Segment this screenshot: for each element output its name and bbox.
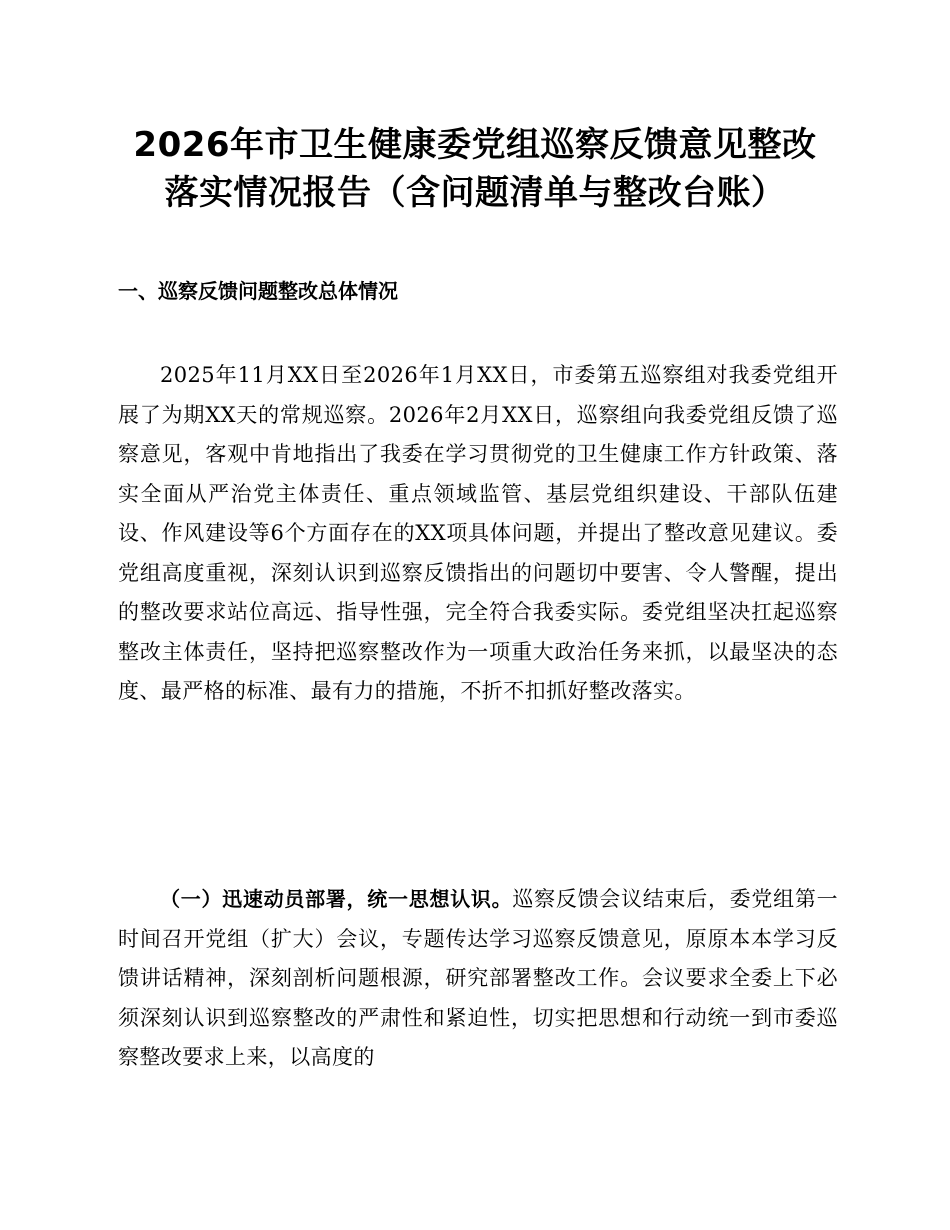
subsection-body: 巡察反馈会议结束后，委党组第一时间召开党组（扩大）会议，专题传达学习巡察反馈意见，原原本本学习反馈讲话精神，深刻剖析问题根源，研究部署整改工作。会议要求全委上下必须深刻认识到巡察整改的严肃性和紧迫性，切实把思想和行动统一到市委巡察整改要求上来，以高度的 bbox=[118, 887, 838, 1069]
body-paragraph-2 bbox=[118, 880, 838, 1078]
section-heading: 一、巡察反馈问题整改总体情况 bbox=[118, 279, 398, 303]
subsection-lead: （一）迅速动员部署，统一思想认识。 bbox=[160, 887, 513, 911]
document-title: 2026年市卫生健康委党组巡察反馈意见整改落实情况报告（含问题清单与整改台账） bbox=[133, 125, 817, 213]
body-paragraph-1: 2025年11月XX日至2026年1月XX日，市委第五巡察组对我委党组开展了为期XX天的常规巡察。2026年2月XX日，巡察组向我委党组反馈了巡察意见，客观中肯地指出了我委在学习贯彻党的卫生健康工作方针政策、落实全面从严治党主体责任、重点领域监管、基层党组织建设、干部队伍建设、作风建设等6个方面存在的XX项具体问题，并提出了整改意见建议。委党组高度重视，深刻认识到巡察反馈指出的问题切中要害、令人警醒，提出的整改要求站位高远、指导性强，完全符合我委实际。委党组坚决扛起巡察整改主体责任，坚持把巡察整改作为一项重大政治任务来抓，以最坚决的态度、最严格的标准、最有力的措施，不折不扣抓好整改落实。 bbox=[118, 363, 838, 703]
